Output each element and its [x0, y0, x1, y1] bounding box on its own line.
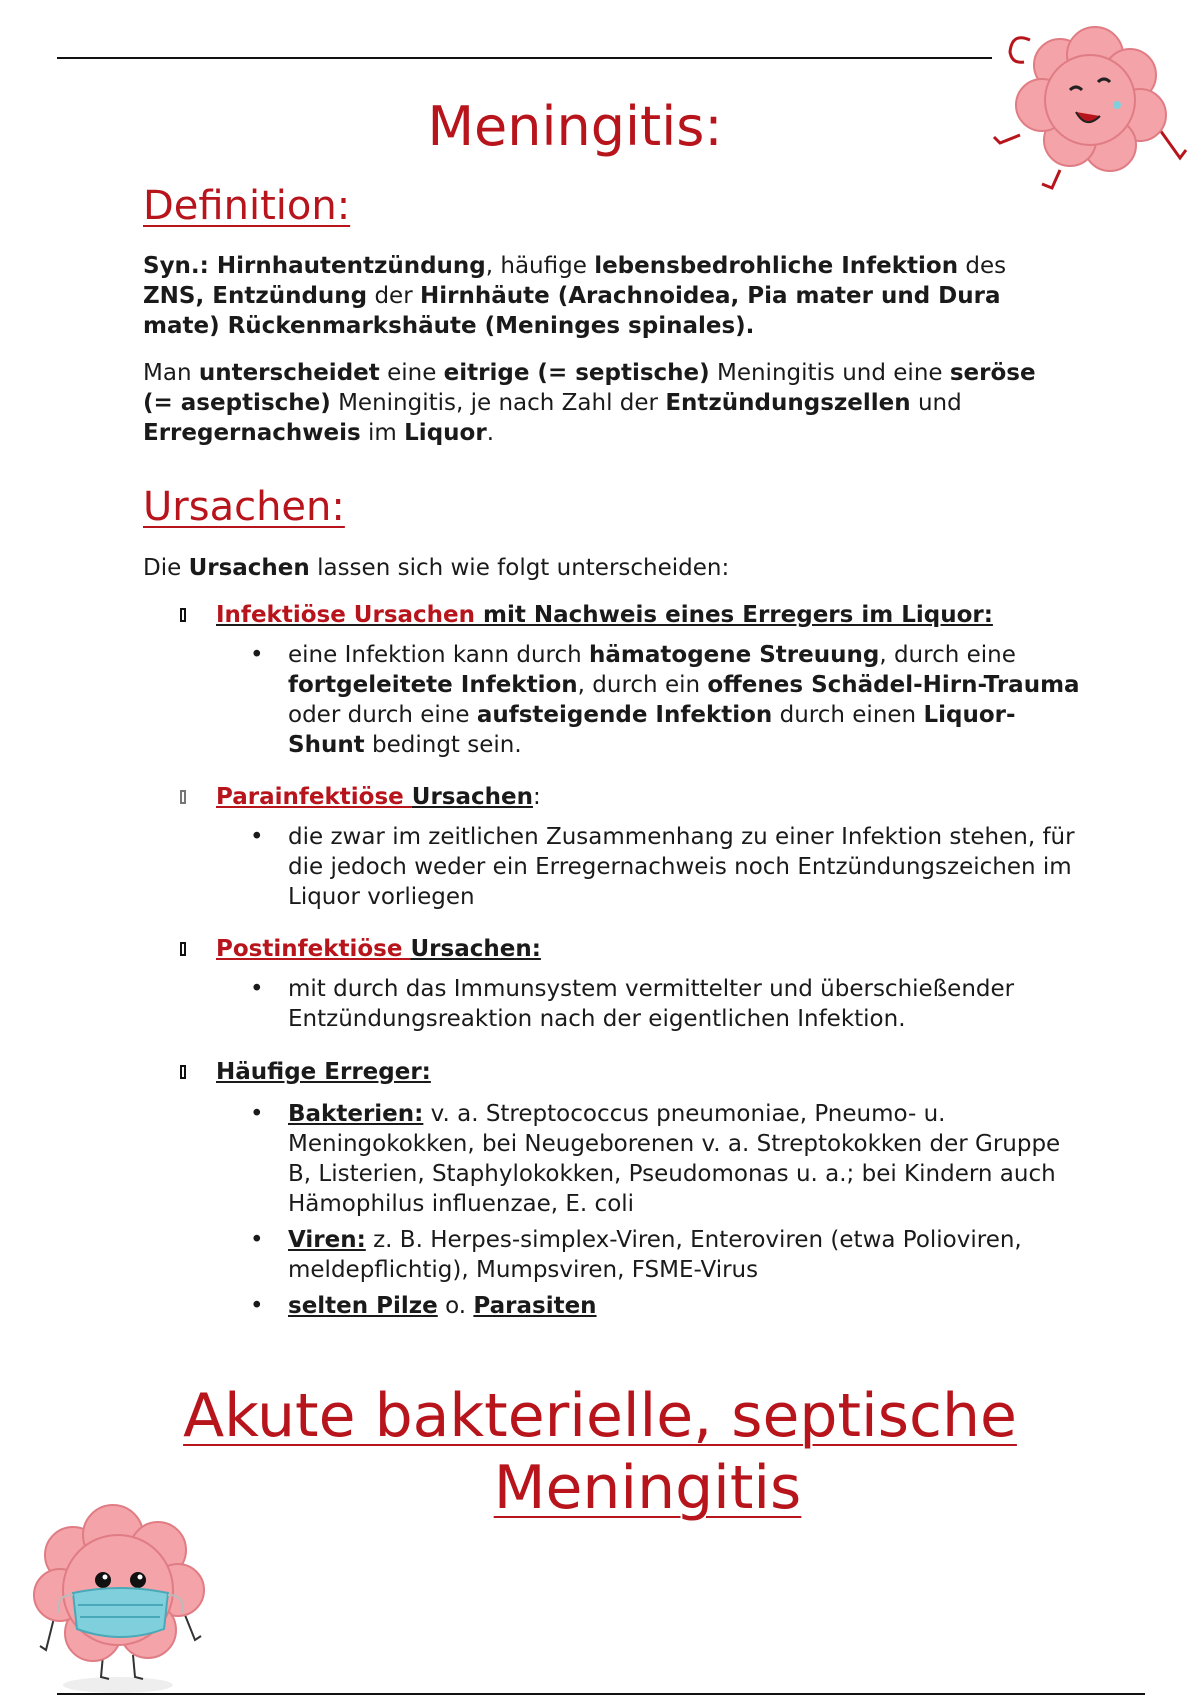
definition-paragraph-1: Syn.: Hirnhautentzündung, häufige lebensbedrohliche Infektion des ZNS, Entzündung der Hirnhäute (Arachnoidea, Pia mater und Dura mate) Rückenmarkshäute (Meninges spinales). [143, 253, 1007, 339]
section-infektioese [180, 600, 1080, 766]
list-item: • selten Pilze o. Parasiten [250, 1293, 597, 1319]
bottom-rule [57, 1693, 1145, 1695]
checkbox-square-icon [180, 790, 186, 804]
list-item: • die zwar im zeitlichen Zusammenhang zu einer Infektion stehen, für die jedoch weder ein Erregernachweis noch Entzündungszeichen im Liquor vorliegen [250, 824, 1075, 910]
ursachen-heading: Ursachen: [143, 484, 345, 530]
section-heading-akute-meningitis: Akute bakterielle, septische Meningitis [183, 1381, 1017, 1523]
section-parainfektioese [180, 782, 1080, 918]
definition-paragraph-2: Man unterscheidet eine eitrige (= septische) Meningitis und eine seröse (= aseptische) Meningitis, je nach Zahl der Entzündungszellen und Erregernachweis im Liquor. [143, 360, 1036, 446]
masked-brain-illustration [18, 1495, 218, 1695]
list-item: • eine Infektion kann durch hämatogene Streuung, durch eine fortgeleitete Infektion, durch ein offenes Schädel-Hirn-Trauma oder durch eine aufsteigende Infektion durch einen Liquor-Shunt bedingt sein. [250, 642, 1080, 758]
top-rule [57, 57, 992, 59]
infektioese-heading: Infektiöse Ursachen mit Nachweis eines Erregers im Liquor: [216, 602, 993, 628]
list-item: • Viren: z. B. Herpes-simplex-Viren, Enteroviren (etwa Polioviren, meldepflichtig), Mumpsviren, FSME-Virus [250, 1227, 1022, 1283]
list-item: • Bakterien: v. a. Streptococcus pneumoniae, Pneumo- u. Meningokokken, bei Neugeborenen v. a. Streptokokken der Gruppe B, Listerien, Staphylokokken, Pseudomonas u. a.; bei Kindern auch Hämophilus influenzae, E. coli [250, 1101, 1061, 1217]
checkbox-square-icon [180, 608, 186, 622]
checkbox-square-icon [180, 942, 186, 956]
list-item: • mit durch das Immunsystem vermittelter und überschießender Entzündungsreaktion nach der eigentlichen Infektion. [250, 976, 1015, 1032]
parainfektioese-heading: Parainfektiöse Ursachen: [216, 784, 541, 810]
ursachen-intro: Die Ursachen lassen sich wie folgt unterscheiden: [143, 555, 730, 581]
section-postinfektioese [180, 934, 1080, 1040]
checkbox-square-icon [180, 1065, 186, 1079]
erreger-heading: Häufige Erreger: [216, 1059, 431, 1085]
definition-heading: Definition: [143, 183, 351, 229]
section-erreger [180, 1057, 1080, 1327]
postinfektioese-heading: Postinfektiöse Ursachen: [216, 936, 541, 962]
page-title: Meningitis: [427, 95, 723, 158]
